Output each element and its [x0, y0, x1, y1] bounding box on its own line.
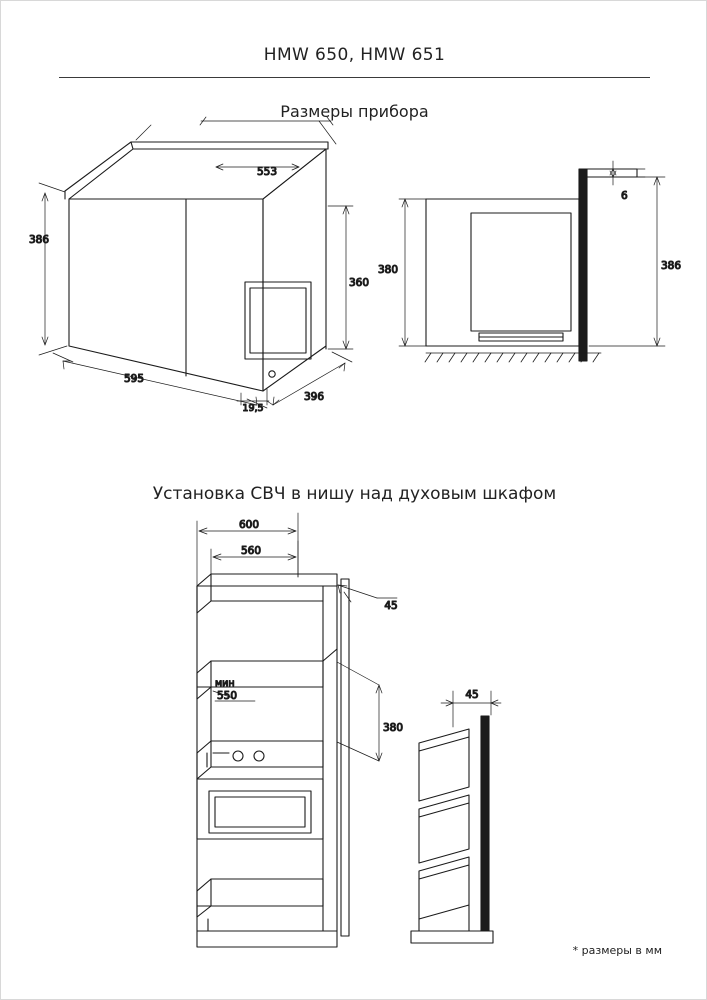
dim-553-label: 553 — [256, 166, 278, 178]
dim-595-label: 595 — [123, 373, 145, 385]
label-min: мин — [215, 678, 235, 689]
dim-386-left-label: 386 — [28, 234, 50, 246]
niche-front-elevation — [197, 513, 403, 947]
dim-600-label: 600 — [238, 519, 260, 531]
appliance-isometric-view — [29, 117, 369, 414]
dim-380-niche-label: 380 — [383, 722, 404, 734]
appliance-side-section-view — [378, 161, 681, 362]
dim-45-side-label: 45 — [465, 689, 479, 701]
footnote-units: * размеры в мм — [572, 944, 662, 957]
dim-560-label: 560 — [240, 545, 262, 557]
dim-380-side-label: 380 — [377, 264, 398, 276]
dim-386-right-label: 386 — [661, 260, 682, 272]
dim-45-front-label: 45 — [384, 600, 398, 612]
dim-6-label: 6 — [621, 190, 628, 202]
niche-side-elevation — [411, 689, 501, 943]
dim-396-label: 396 — [303, 391, 325, 403]
dim-550-label: 550 — [217, 690, 238, 702]
section-heading-installation: Установка СВЧ в нишу над духовым шкафом — [152, 484, 557, 504]
title-divider — [59, 77, 650, 78]
page-title: HMW 650, HMW 651 — [263, 45, 446, 65]
section-heading-dimensions: Размеры прибора — [280, 102, 429, 121]
dim-19-5-label: 19,5 — [242, 403, 264, 414]
dim-360-label: 360 — [349, 277, 370, 289]
